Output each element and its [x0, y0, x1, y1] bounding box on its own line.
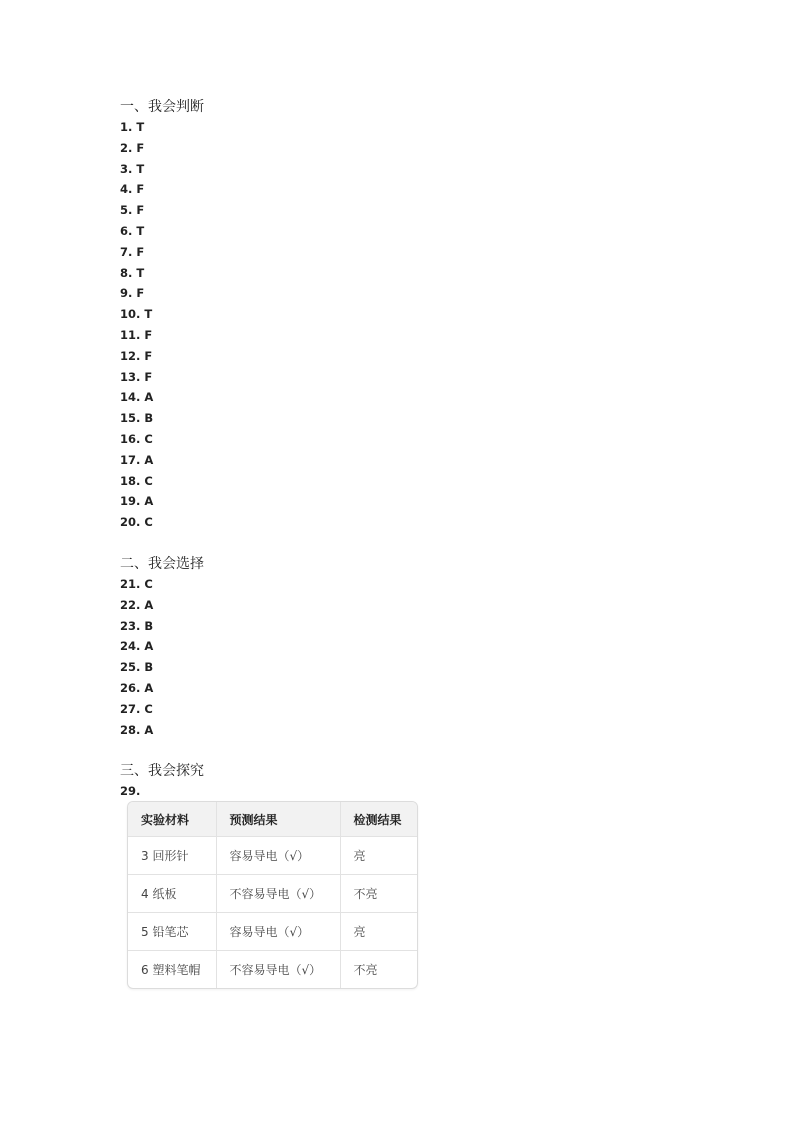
answer-number: 23. — [120, 618, 141, 633]
answer-number: 5. — [120, 203, 133, 218]
cell-prediction: 不容易导电（√） — [216, 875, 340, 913]
answer-number: 14. — [120, 390, 141, 405]
answer-value: A — [144, 639, 154, 654]
list-item — [120, 471, 720, 492]
answer-number: 20. — [120, 515, 141, 530]
answer-number: 11. — [120, 327, 141, 342]
cell-material: 3 回形针 — [128, 837, 216, 875]
answer-number: 15. — [120, 411, 141, 426]
answer-value: B — [144, 618, 154, 633]
list-item — [120, 450, 720, 471]
answer-value: C — [144, 701, 153, 716]
answer-value: F — [136, 244, 145, 259]
answer-value: A — [144, 597, 154, 612]
choice-answer-list — [120, 574, 720, 740]
answer-value: T — [136, 223, 145, 238]
answer-number: 3. — [120, 161, 133, 176]
answer-value: A — [144, 722, 154, 737]
answer-number: 10. — [120, 307, 141, 322]
table-row — [128, 913, 417, 951]
experiment-table-container — [127, 801, 418, 989]
list-item — [120, 491, 720, 512]
list-item — [120, 200, 720, 221]
answer-value: T — [136, 120, 145, 134]
list-item — [120, 699, 720, 720]
answer-value: F — [144, 369, 153, 384]
answer-value: A — [144, 452, 154, 467]
list-item — [120, 367, 720, 388]
list-item — [120, 574, 720, 595]
table-row — [128, 951, 417, 989]
list-item — [120, 117, 720, 138]
answer-value: T — [136, 265, 145, 280]
answer-number: 2. — [120, 140, 133, 155]
section-title-choice: 二、我会选择 — [120, 555, 204, 572]
cell-material: 6 塑料笔帽 — [128, 951, 216, 989]
answer-value: F — [136, 182, 145, 197]
answer-value: C — [144, 576, 153, 591]
cell-material: 5 铅笔芯 — [128, 913, 216, 951]
list-item — [120, 346, 720, 367]
cell-prediction: 容易导电（√） — [216, 837, 340, 875]
answer-number: 18. — [120, 473, 141, 488]
list-item — [120, 595, 720, 616]
answer-value: B — [144, 411, 154, 426]
list-item — [120, 678, 720, 699]
answer-number: 24. — [120, 639, 141, 654]
table-row — [128, 875, 417, 913]
header-material: 实验材料 — [128, 802, 216, 837]
answer-document — [120, 97, 720, 989]
answer-value: C — [144, 473, 153, 488]
list-item — [120, 283, 720, 304]
question-number: 29. — [120, 784, 141, 799]
answer-number: 8. — [120, 265, 133, 280]
answer-number: 26. — [120, 680, 141, 695]
section-title-explore: 三、我会探究 — [120, 763, 204, 780]
list-item — [120, 221, 720, 242]
answer-value: F — [144, 348, 153, 363]
answer-value: C — [144, 515, 153, 530]
answer-number: 12. — [120, 348, 141, 363]
answer-number: 28. — [120, 722, 141, 737]
list-item — [120, 616, 720, 637]
list-item — [120, 408, 720, 429]
answer-number: 1. — [120, 120, 133, 134]
answer-value: C — [144, 431, 153, 446]
answer-number: 19. — [120, 494, 141, 509]
cell-result: 不亮 — [353, 963, 378, 978]
answer-value: F — [136, 203, 145, 218]
answer-value: F — [136, 286, 145, 301]
list-item — [120, 657, 720, 678]
answer-number: 4. — [120, 182, 133, 197]
section-title-judge: 一、我会判断 — [120, 99, 204, 115]
header-prediction: 预测结果 — [216, 802, 340, 837]
answer-value: T — [144, 307, 153, 322]
table-header-row — [128, 802, 417, 837]
list-item — [120, 138, 720, 159]
answer-number: 7. — [120, 244, 133, 259]
cell-prediction: 容易导电（√） — [216, 913, 340, 951]
list-item — [120, 325, 720, 346]
cell-result: 亮 — [340, 913, 417, 951]
answer-value: T — [136, 161, 145, 176]
answer-value: B — [144, 660, 154, 675]
answer-number: 21. — [120, 576, 141, 591]
answer-value: A — [144, 494, 154, 509]
list-item — [120, 720, 720, 741]
cell-result: 不亮 — [340, 875, 417, 913]
list-item — [120, 263, 720, 284]
judge-answer-list — [120, 117, 720, 533]
list-item — [120, 179, 720, 200]
cell-prediction: 不容易导电（√） — [216, 951, 340, 989]
list-item — [120, 242, 720, 263]
cell-result: 亮 — [340, 837, 417, 875]
answer-number: 22. — [120, 597, 141, 612]
list-item — [120, 636, 720, 657]
answer-number: 17. — [120, 452, 141, 467]
answer-number: 16. — [120, 431, 141, 446]
cell-material: 4 纸板 — [128, 875, 216, 913]
answer-number: 9. — [120, 286, 133, 301]
answer-value: F — [136, 140, 145, 155]
experiment-table — [128, 802, 417, 988]
answer-number: 13. — [120, 369, 141, 384]
list-item — [120, 159, 720, 180]
answer-number: 27. — [120, 701, 141, 716]
list-item — [120, 304, 720, 325]
answer-value: A — [144, 680, 154, 695]
answer-number: 25. — [120, 660, 141, 675]
list-item — [120, 512, 720, 533]
answer-value: A — [144, 390, 154, 405]
list-item — [120, 387, 720, 408]
list-item — [120, 429, 720, 450]
answer-number: 6. — [120, 223, 133, 238]
header-result: 检测结果 — [340, 802, 417, 837]
table-row — [128, 837, 417, 875]
answer-value: F — [144, 327, 153, 342]
